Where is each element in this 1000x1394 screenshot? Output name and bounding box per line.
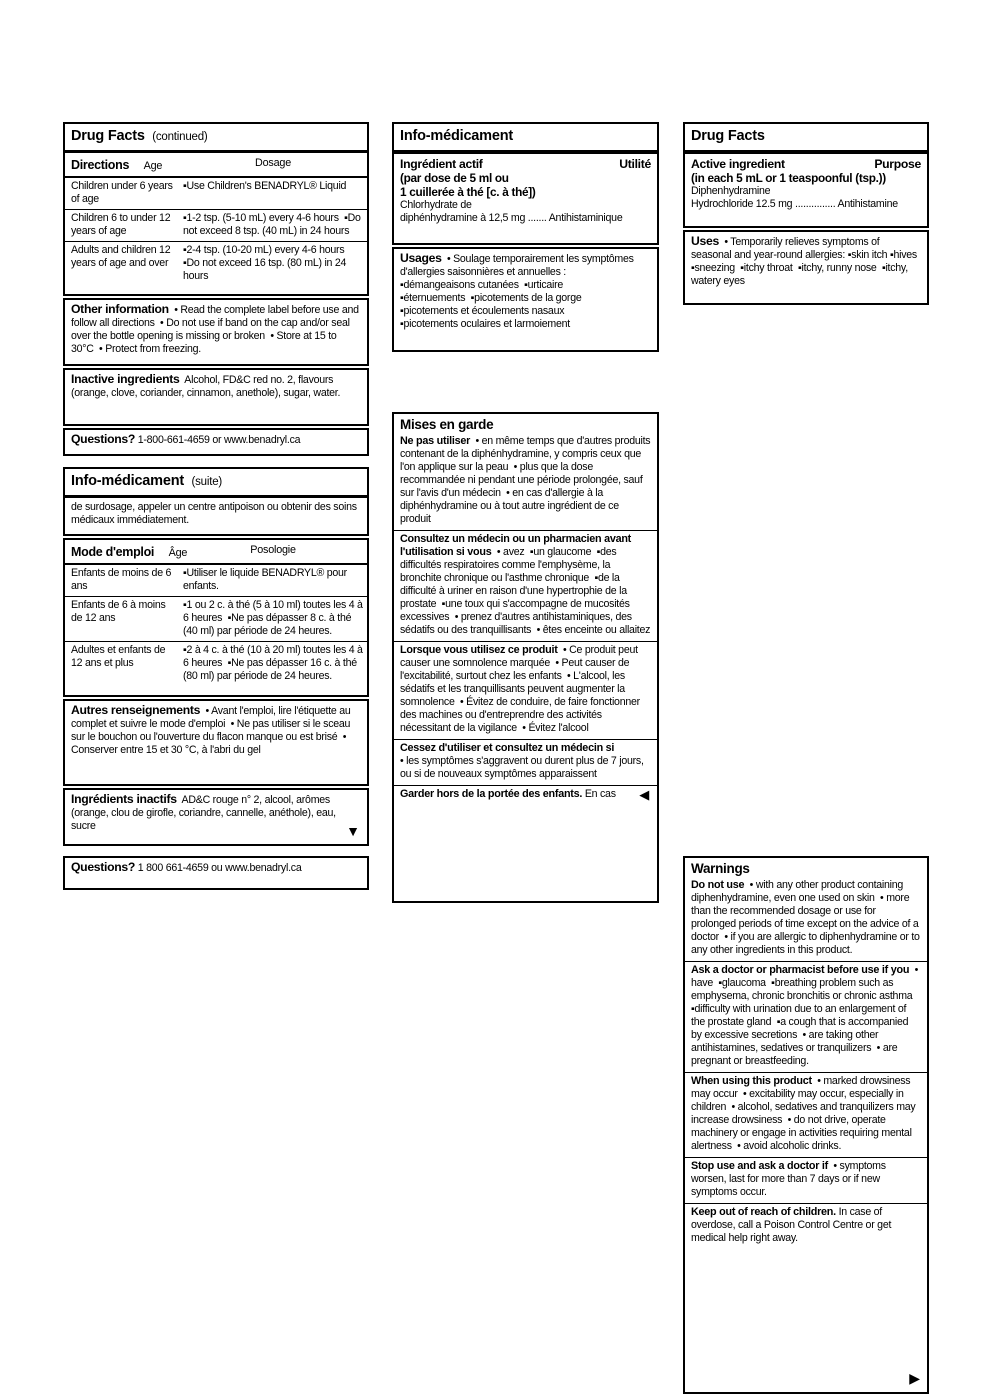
dosage-cell: ▪1 ou 2 c. à thé (5 à 10 ml) toutes les 4 à 6 heures ▪Ne pas dépasser 8 c. à thé (40 ml) par période de 24 heures. <box>183 599 366 637</box>
panel-title: Drug Facts <box>691 128 765 144</box>
panel-title: Info-médicament <box>71 473 185 489</box>
mises-en-garde-panel <box>392 412 659 903</box>
subsection-text: • les symptômes s'aggravent ou durent plus de 7 jours, ou si de nouveaux symptômes apparaissent <box>400 755 647 780</box>
mises-en-garde-title: Mises en garde <box>400 417 494 432</box>
age-cell: Children 6 to under 12 years of age <box>71 212 174 237</box>
section-text: • Read the complete label before use and follow all directions • Do not use if band on the cap and/or seal over the bottle opening is missing or broken • Store at 15 to 30°C • Protect from freezing. <box>71 304 362 355</box>
subsection-text: En cas <box>582 788 616 800</box>
section-text: AD&C rouge n° 2, alcool, arômes (orange, clou de girofle, coriandre, cannelle, anéthole), eau, sucre <box>71 794 339 832</box>
warning-subsection <box>685 1072 927 1157</box>
active-ingredient-heading: Ingrédient actif <box>400 157 483 171</box>
section-paragraph <box>71 861 361 875</box>
usages-bullet-line: ▪éternuements ▪picotements de la gorge <box>400 292 582 304</box>
active-ingredient-section <box>683 152 929 228</box>
section-heading: Ingrédients inactifs <box>71 792 177 806</box>
panel-title: Info-médicament <box>400 128 514 144</box>
ingredient-name-line1: Diphenhydramine <box>691 185 771 197</box>
info-medicament-suite-header <box>63 467 369 497</box>
subsection-text: In case of overdose, call a Poison Control Centre or get medical help right away. <box>691 1206 894 1244</box>
usages-bullet-line: ▪picotements oculaires et larmoiement <box>400 318 570 330</box>
table-row <box>65 178 367 209</box>
usages-bullet-line: ▪démangeaisons cutanées ▪urticaire <box>400 279 564 291</box>
age-cell: Enfants de 6 à moins de 12 ans <box>71 599 169 624</box>
table-row <box>65 565 367 596</box>
subsection-text: • Ce produit peut causer une somnolence marquée • Peut causer de l'excitabilité, surtout chez les enfants • L'alcool, les sédatifs et les tranquillisants peuvent augmenter la somnolence • Évitez de conduire, de faire fonctionner des machines ou d'entreprendre des activités nécessitant de la vigilance • Évitez l'alcool <box>400 644 643 734</box>
drug-facts-header <box>683 122 929 152</box>
section-paragraph <box>71 303 361 356</box>
continue-down-arrow-icon: ▼ <box>346 823 360 839</box>
panel-title: Drug Facts <box>71 128 145 144</box>
mode-demploi-table <box>63 538 369 697</box>
section-paragraph <box>71 704 361 757</box>
warning-subsection <box>394 785 657 805</box>
section-text: de surdosage, appeler un centre antipoison ou obtenir des soins médicaux immédiatement. <box>71 501 360 526</box>
section-text: 1 800 661-4659 ou www.benadryl.ca <box>135 862 302 874</box>
ingredient-name-line2: Hydrochloride 12.5 mg ............... Antihistamine <box>691 198 898 210</box>
table-row <box>65 209 367 241</box>
section-paragraph <box>71 373 361 400</box>
subsection-heading: Ask a doctor or pharmacist before use if you <box>691 964 910 976</box>
subsection-text: • marked drowsiness may occur • excitability may occur, especially in children • alcohol, sedatives and tranquilizers may increase drowsiness • do not drive, operate machinery or engage in activities requiring mental alertness • avoid alcoholic drinks. <box>691 1075 919 1152</box>
section-heading: Questions? <box>71 432 136 446</box>
directions-title: Directions <box>71 158 130 172</box>
questions-section-en <box>63 428 369 456</box>
table-row <box>65 241 367 286</box>
subsection-heading: When using this product <box>691 1075 812 1087</box>
subsection-text: • avez ▪un glaucome ▪des difficultés respiratoires comme l'emphysème, la bronchite chronique ou l'asthme chronique ▪de la difficulté à uriner en raison d'une hypertrophie de la prostate ▪une toux qui s'accompagne de mucosités excessives • prenez d'autres antihistaminiques, des sédatifs ou des tranquillisants • êtes enceinte ou allaitez <box>400 546 651 636</box>
warning-subsection <box>685 877 927 961</box>
warning-subsection <box>685 961 927 1072</box>
other-information-section <box>63 298 369 366</box>
subsection-heading: Stop use and ask a doctor if <box>691 1160 828 1172</box>
section-paragraph <box>71 793 361 833</box>
dosage-cell: ▪2-4 tsp. (10-20 mL) every 4-6 hours ▪Do not exceed 16 tsp. (80 mL) in 24 hours <box>183 244 350 282</box>
dosage-column-label: Posologie <box>250 544 296 556</box>
subsection-heading: Keep out of reach of children. <box>691 1206 836 1218</box>
purpose-heading: Purpose <box>874 157 921 171</box>
ingredient-name-line1: Chlorhydrate de <box>400 199 472 211</box>
dosage-cell: ▪Use Children's BENADRYL® Liquid <box>183 180 347 192</box>
section-heading: Uses <box>691 234 719 248</box>
active-ingredient-heading: Active ingredient <box>691 157 785 171</box>
section-heading: Usages <box>400 251 442 265</box>
section-intro: • Soulage temporairement les symptômes d'allergies saisonnières et annuelles : <box>400 253 637 278</box>
subsection-text: • have ▪glaucoma ▪breathing problem such as emphysema, chronic bronchitis or chronic asthma ▪difficulty with urination due to an enlargement of the prostate gland ▪a cough that is accompanied by excessive secretions • are taking other antihistamines, sedatives or tranquilizers • are pregnant or breastfeeding. <box>691 964 921 1067</box>
subsection-heading: Lorsque vous utilisez ce produit <box>400 644 558 656</box>
autres-renseignements-section <box>63 699 369 786</box>
age-cell: Adultes et enfants de 12 ans et plus <box>71 644 168 669</box>
section-heading: Questions? <box>71 860 136 874</box>
dosage-column-label: Dosage <box>254 157 291 169</box>
info-medicament-header <box>392 122 659 152</box>
panel-title-suffix-text: (continued) <box>152 131 208 143</box>
mode-demploi-table-header <box>65 540 367 565</box>
warning-subsection <box>394 433 657 530</box>
subsection-heading: Do not use <box>691 879 745 891</box>
table-row <box>65 596 367 641</box>
ingredient-name-line2: diphénhydramine à 12,5 mg ....... Antihistaminique <box>400 212 623 224</box>
drug-facts-continued-header <box>63 122 369 152</box>
warning-subsection <box>685 1203 927 1249</box>
dose-note-line1: (par dose de 5 ml ou <box>400 171 509 185</box>
table-row <box>65 641 367 686</box>
age-column-label: Âge <box>168 547 188 559</box>
subsection-heading: Ne pas utiliser <box>400 435 471 447</box>
usages-bullet-line: ▪picotements et écoulements nasaux <box>400 305 565 317</box>
continue-left-arrow-icon: ◀ <box>639 787 649 802</box>
panel-title-suffix-text: (suite) <box>191 476 223 488</box>
dosage-cell: ▪1-2 tsp. (5-10 mL) every 4-6 hours ▪Do not exceed 8 tsp. (40 mL) in 24 hours <box>183 212 364 237</box>
section-text: • Avant l'emploi, lire l'étiquette au complet et suivre le mode d'emploi • Ne pas utiliser si le sceau sur le bouchon ou l'ouverture du flacon manque ou est brisé • Conserver entre 15 et 30 °C, à l'abri du gel <box>71 705 354 756</box>
warning-subsection <box>394 641 657 739</box>
warnings-title: Warnings <box>691 861 750 876</box>
directions-table <box>63 151 369 296</box>
directions-table-header <box>65 153 367 178</box>
section-heading: Other information <box>71 302 169 316</box>
ingredients-inactifs-section <box>63 788 369 846</box>
section-paragraph <box>71 433 361 447</box>
section-paragraph <box>691 235 921 288</box>
subsection-heading: Garder hors de la portée des enfants. <box>400 788 583 800</box>
ingredient-actif-section <box>392 152 659 245</box>
age-cell: Enfants de moins de 6 ans <box>71 567 174 592</box>
overdose-continuation-section <box>63 496 369 536</box>
age-cell: Adults and children 12 years of age and over <box>71 244 174 269</box>
questions-section-fr <box>63 856 369 890</box>
warning-subsection <box>685 1157 927 1203</box>
subsection-heading: Cessez d'utiliser et consultez un médecin si <box>400 742 615 754</box>
dosage-cell: ▪2 à 4 c. à thé (10 à 20 ml) toutes les 4 à 6 heures ▪Ne pas dépasser 16 c. à thé (80 ml) par période de 24 heures. <box>183 644 366 682</box>
section-heading: Inactive ingredients <box>71 372 180 386</box>
inactive-ingredients-section <box>63 368 369 426</box>
section-heading: Autres renseignements <box>71 703 201 717</box>
continue-right-arrow-icon: ▶ <box>909 1370 920 1386</box>
age-column-label: Age <box>143 160 163 172</box>
section-paragraph <box>400 252 651 279</box>
uses-section <box>683 230 929 305</box>
warning-subsection <box>394 739 657 785</box>
age-cell: Children under 6 years of age <box>71 180 176 205</box>
section-text: Alcohol, FD&C red no. 2, flavours (orange, clove, coriander, cinnamon, anethole), sugar, water. <box>71 374 341 399</box>
usages-section <box>392 247 659 352</box>
dosage-cell: ▪Utiliser le liquide BENADRYL® pour enfants. <box>183 567 350 592</box>
warnings-panel <box>683 856 929 1394</box>
section-text: • Temporarily relieves symptoms of seasonal and year-round allergies: ▪skin itch ▪hives ▪sneezing ▪itchy throat ▪itchy, runny nose ▪itchy, watery eyes <box>691 236 923 287</box>
subsection-heading: Consultez un médecin ou un pharmacien avant l'utilisation si vous <box>400 533 634 558</box>
warning-subsection <box>394 530 657 641</box>
section-text: 1-800-661-4659 or www.benadryl.ca <box>135 434 301 446</box>
purpose-heading: Utilité <box>619 157 651 171</box>
subsection-text: • with any other product containing diphenhydramine, even one used on skin • more than the recommended dosage or use for prolonged periods of time except on the advice of a doctor • if you are allergic to diphenhydramine or to any other ingredients in this product. <box>691 879 923 956</box>
subsection-text: • symptoms worsen, last for more than 7 days or if new symptoms occur. <box>691 1160 889 1198</box>
subsection-text: • en même temps que d'autres produits contenant de la diphénhydramine, y compris ceux que l'on applique sur la peau • plus que la dose recommandée ni pendant une période prolongée, sauf sur l'avis d'un médecin • en cas d'allergie à la diphénhydramine ou à tout autre ingrédient de ce produit <box>400 435 654 525</box>
dose-note-line1: (in each 5 mL or 1 teaspoonful (tsp.)) <box>691 171 886 185</box>
mode-demploi-title: Mode d'emploi <box>71 545 155 559</box>
dose-note-line2: 1 cuillerée à thé [c. à thé]) <box>400 185 536 199</box>
